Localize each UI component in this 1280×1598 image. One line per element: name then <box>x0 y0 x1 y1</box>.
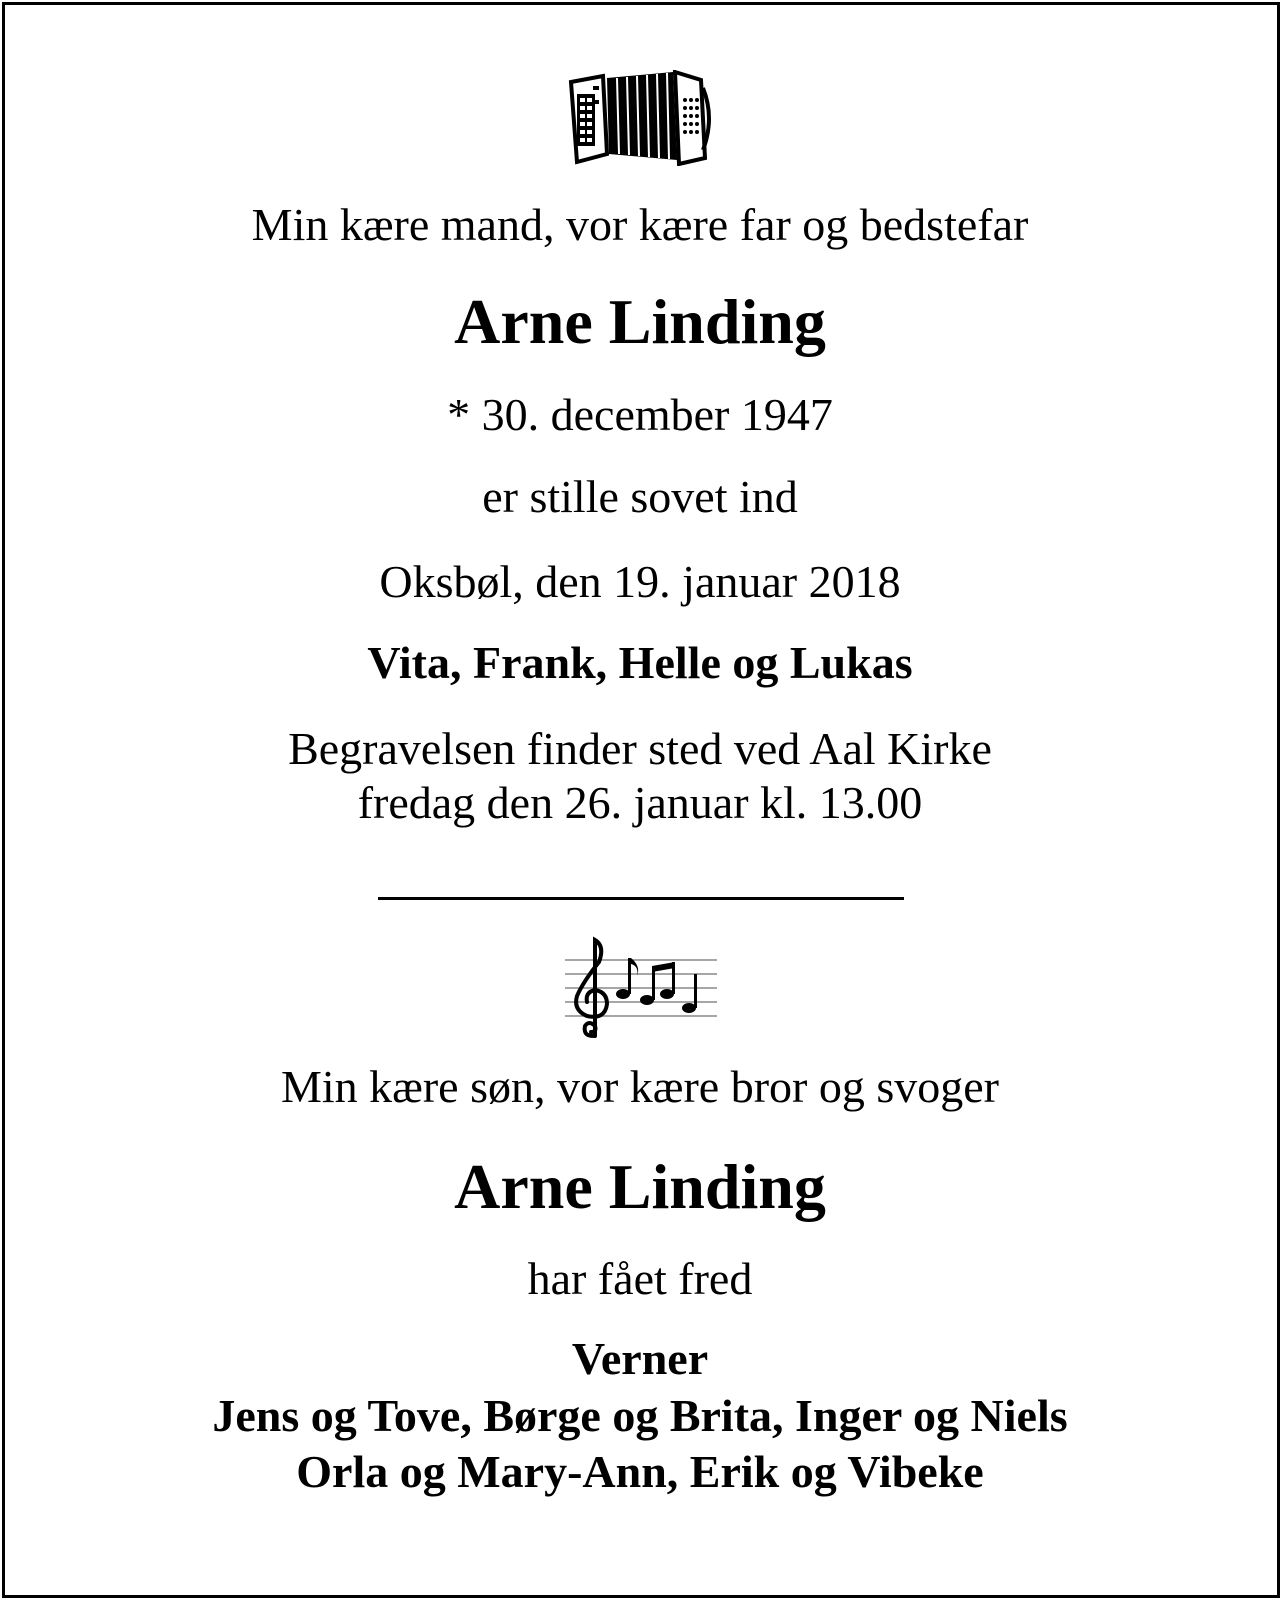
notice2-signed-line2: Jens og Tove, Børge og Brita, Inger og Niels <box>212 1390 1068 1441</box>
notice1-signed: Vita, Frank, Helle og Lukas <box>367 637 913 688</box>
notice1-passed: er stille sovet ind <box>482 471 798 522</box>
notice1-place-date: Oksbøl, den 19. januar 2018 <box>379 556 901 607</box>
notice2-name: Arne Linding <box>454 1151 826 1222</box>
notice2-signed-line3: Orla og Mary-Ann, Erik og Vibeke <box>296 1446 984 1497</box>
notice1-funeral-line2: fredag den 26. januar kl. 13.00 <box>357 777 923 828</box>
music-notes-icon <box>565 936 717 1044</box>
notice1-intro: Min kære mand, vor kære far og bedstefar <box>251 199 1029 250</box>
notice2-passed: har fået fred <box>527 1253 753 1304</box>
notice1-born: * 30. december 1947 <box>447 389 833 440</box>
accordion-icon <box>563 70 720 166</box>
notice1-funeral-line1: Begravelsen finder sted ved Aal Kirke <box>288 723 992 774</box>
notice2-intro: Min kære søn, vor kære bror og svoger <box>280 1061 999 1112</box>
notice1-name: Arne Linding <box>454 286 826 357</box>
notice2-signed-line1: Verner <box>571 1333 709 1384</box>
section-divider <box>378 897 904 900</box>
